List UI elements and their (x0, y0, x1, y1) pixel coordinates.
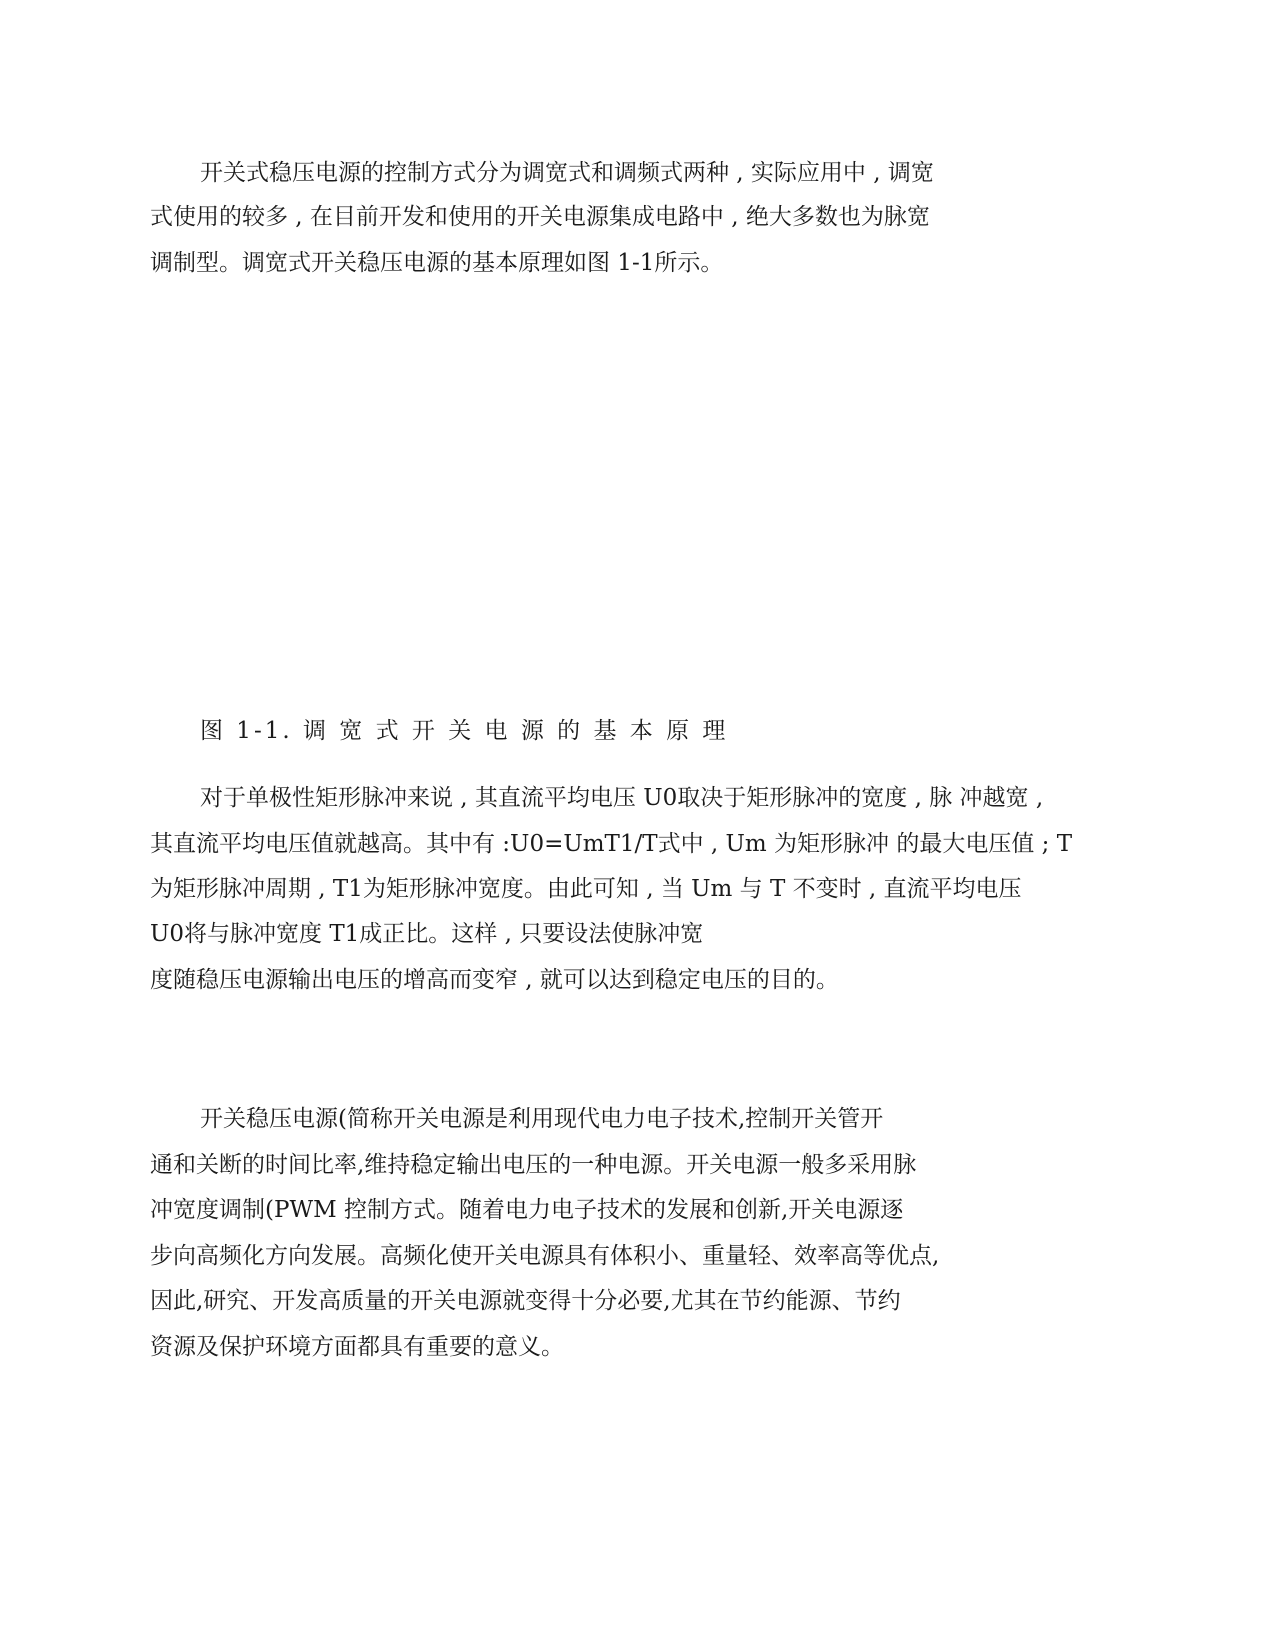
paragraph-1-line-1: 开关式稳压电源的控制方式分为调宽式和调频式两种 , 实际应用中 , 调宽 (200, 160, 934, 186)
paragraph-2-line-4: U0将与脉冲宽度 T1成正比。这样 , 只要设法使脉冲宽 (150, 921, 704, 947)
figure-caption: 图 1-1. 调 宽 式 开 关 电 源 的 基 本 原 理 (200, 718, 729, 744)
paragraph-3-line-1: 开关稳压电源(简称开关电源是利用现代电力电子技术,控制开关管开 (200, 1106, 884, 1132)
paragraph-3-line-5: 因此,研究、开发高质量的开关电源就变得十分必要,尤其在节约能源、节约 (150, 1288, 901, 1314)
paragraph-2-line-2: 其直流平均电压值就越高。其中有 :U0=UmT1/T式中 , Um 为矩形脉冲 的最大电压值 ; T (150, 831, 1073, 857)
paragraph-2-line-5: 度随稳压电源输出电压的增高而变窄 , 就可以达到稳定电压的目的。 (150, 967, 839, 993)
paragraph-3-line-2: 通和关断的时间比率,维持稳定输出电压的一种电源。开关电源一般多采用脉 (150, 1152, 917, 1178)
paragraph-3-line-3: 冲宽度调制(PWM 控制方式。随着电力电子技术的发展和创新,开关电源逐 (150, 1197, 904, 1223)
paragraph-1-line-2: 式使用的较多 , 在目前开发和使用的开关电源集成电路中 , 绝大多数也为脉宽 (150, 204, 930, 230)
paragraph-3-line-4: 步向高频化方向发展。高频化使开关电源具有体积小、重量轻、效率高等优点, (150, 1243, 940, 1269)
paragraph-3-line-6: 资源及保护环境方面都具有重要的意义。 (150, 1334, 564, 1360)
paragraph-2-line-1: 对于单极性矩形脉冲来说 , 其直流平均电压 U0取决于矩形脉冲的宽度 , 脉 冲越宽 , (200, 785, 1044, 811)
paragraph-1-line-3: 调制型。调宽式开关稳压电源的基本原理如图 1-1所示。 (150, 250, 724, 276)
paragraph-2-line-3: 为矩形脉冲周期 , T1为矩形脉冲宽度。由此可知 , 当 Um 与 T 不变时 , 直流平均电压 (150, 876, 1022, 902)
